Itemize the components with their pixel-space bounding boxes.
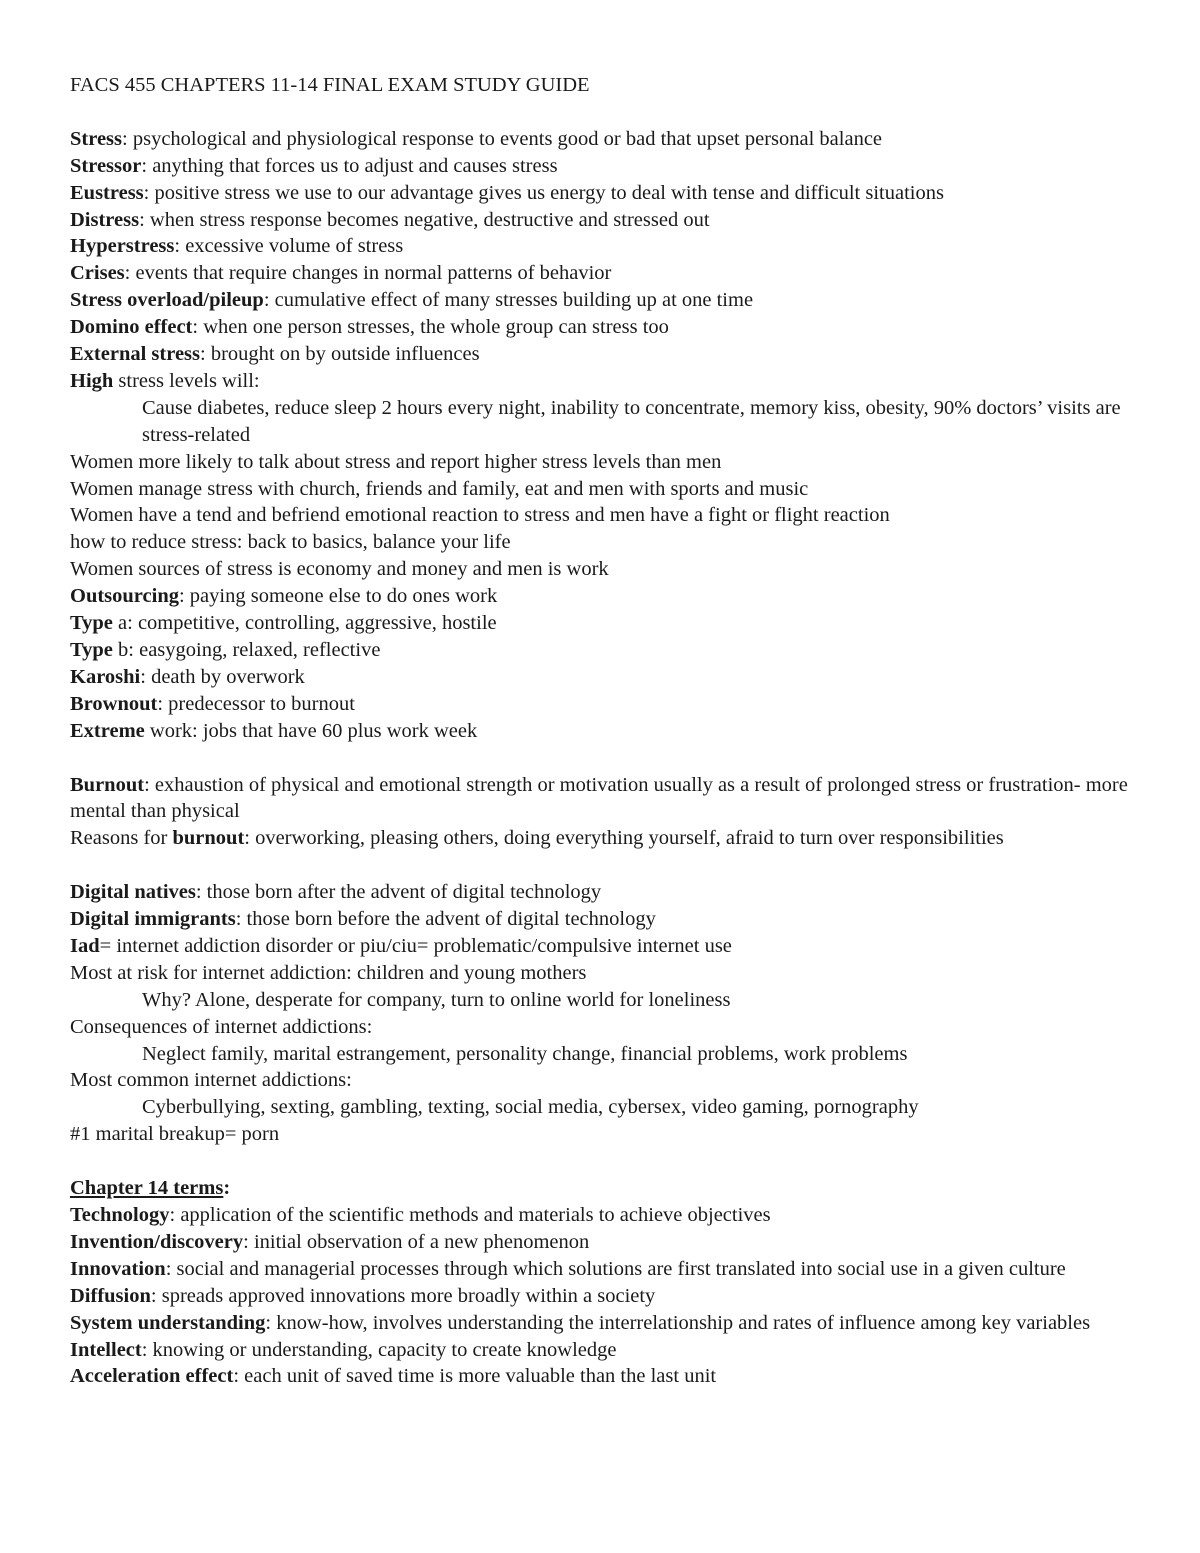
note-line: Women more likely to talk about stress and report higher stress levels than men — [70, 450, 722, 473]
term-definition: : those born after the advent of digital technology — [195, 881, 602, 904]
high-stress-effects: Cause diabetes, reduce sleep 2 hours every night, inability to concentrate, memory kiss, obesity, 90% doctors’ visits are stress-related — [142, 396, 1121, 446]
burnout-definition-line — [70, 772, 1150, 826]
term-name: Type — [70, 639, 113, 662]
term-definition: : excessive volume of stress — [174, 235, 404, 258]
term-line — [70, 610, 1150, 637]
term-definition: a: competitive, controlling, aggressive, hostile — [112, 612, 497, 635]
term-definition: = internet addiction disorder or piu/ciu= problematic/compulsive internet use — [99, 934, 732, 957]
term-definition: : knowing or understanding, capacity to create knowledge — [141, 1338, 617, 1361]
term-name: Karoshi — [70, 665, 141, 688]
term-line — [70, 126, 1150, 153]
term-line — [70, 691, 1150, 718]
term-line — [70, 233, 1150, 260]
term-name: Extreme — [70, 719, 145, 742]
section-heading-line — [70, 1175, 1150, 1202]
blank-line — [70, 852, 1150, 879]
term-definition: : exhaustion of physical and emotional strength or motivation usually as a result of prolonged stress or frustration- more mental than physical — [70, 773, 1128, 823]
term-definition: b: easygoing, relaxed, reflective — [112, 639, 381, 662]
term-line — [70, 637, 1150, 664]
term-name: Iad — [70, 934, 100, 957]
term-name: Crises — [70, 262, 125, 285]
term-definition: : paying someone else to do ones work — [178, 585, 498, 608]
blank-line — [70, 1148, 1150, 1175]
term-name: Stress overload/pileup — [70, 289, 264, 312]
term-name: Stress — [70, 127, 123, 150]
note-line: Why? Alone, desperate for company, turn to online world for loneliness — [142, 988, 731, 1011]
term-definition: : positive stress we use to our advantage gives us energy to deal with tense and difficult situations — [143, 181, 944, 204]
note-line: #1 marital breakup= porn — [70, 1123, 280, 1146]
term-name: Innovation — [70, 1257, 166, 1280]
term-line — [70, 1202, 1150, 1229]
term-line — [70, 207, 1150, 234]
term-line — [70, 153, 1150, 180]
term-name: System understanding — [70, 1311, 266, 1334]
note-line: Cyberbullying, sexting, gambling, texting, social media, cybersex, video gaming, pornography — [142, 1096, 919, 1119]
note-line: Most at risk for internet addiction: children and young mothers — [70, 961, 587, 984]
term-line — [70, 906, 1150, 933]
term-definition: : each unit of saved time is more valuable than the last unit — [233, 1365, 717, 1388]
term-name: Technology — [70, 1204, 170, 1226]
note-line: Consequences of internet addictions: — [70, 1015, 373, 1038]
reasons-prefix: Reasons for — [70, 827, 173, 850]
term-definition: : death by overwork — [140, 665, 305, 688]
term-name: Digital immigrants — [70, 908, 236, 931]
term-definition: : application of the scientific methods and materials to achieve objectives — [169, 1204, 771, 1226]
term-name: Burnout — [70, 773, 145, 796]
term-line — [70, 1363, 1150, 1390]
term-definition: : events that require changes in normal patterns of behavior — [124, 262, 612, 285]
document-title: FACS 455 CHAPTERS 11-14 FINAL EXAM STUDY GUIDE — [70, 74, 590, 96]
term-name: External stress — [70, 343, 201, 366]
term-name: burnout — [172, 827, 245, 850]
term-name: Distress — [70, 208, 140, 231]
note-line: Women manage stress with church, friends and family, eat and men with sports and music — [70, 477, 809, 500]
term-line — [70, 1283, 1150, 1310]
term-definition: : spreads approved innovations more broadly within a society — [150, 1284, 656, 1307]
term-name: Hyperstress — [70, 235, 175, 258]
term-line — [70, 180, 1150, 207]
term-line — [70, 260, 1150, 287]
term-name: Brownout — [70, 692, 158, 715]
term-line — [70, 718, 1150, 745]
term-line — [70, 1229, 1150, 1256]
term-name: Domino effect — [70, 316, 193, 339]
term-name: Digital natives — [70, 881, 196, 904]
term-name: Outsourcing — [70, 585, 179, 608]
note-line: Women sources of stress is economy and money and men is work — [70, 558, 609, 581]
term-line — [70, 583, 1150, 610]
section-heading: Chapter 14 terms — [70, 1177, 224, 1200]
term-name: Type — [70, 612, 113, 635]
term-definition: : initial observation of a new phenomenon — [243, 1230, 590, 1253]
term-line — [70, 1256, 1150, 1283]
term-definition: : cumulative effect of many stresses building up at one time — [263, 289, 754, 312]
term-name: Diffusion — [70, 1284, 151, 1307]
note-line: Most common internet addictions: — [70, 1069, 352, 1092]
term-line — [70, 1310, 1150, 1337]
study-guide-document — [70, 72, 1150, 1390]
term-name: Acceleration effect — [70, 1365, 234, 1388]
term-name: Invention/discovery — [70, 1230, 244, 1253]
term-definition: stress levels will: — [113, 369, 260, 392]
term-definition: : those born before the advent of digital technology — [235, 908, 656, 931]
heading-colon: : — [223, 1177, 231, 1200]
term-name: Eustress — [70, 181, 144, 204]
note-line: Neglect family, marital estrangement, personality change, financial problems, work problems — [142, 1042, 908, 1065]
term-name: Intellect — [70, 1338, 142, 1361]
term-line — [70, 933, 1150, 960]
term-line — [70, 879, 1150, 906]
blank-line — [70, 745, 1150, 772]
term-definition: : when stress response becomes negative, destructive and stressed out — [139, 208, 710, 231]
term-line — [70, 341, 1150, 368]
note-line: Women have a tend and befriend emotional reaction to stress and men have a fight or flight reaction — [70, 504, 890, 527]
term-definition: : when one person stresses, the whole group can stress too — [192, 316, 669, 339]
term-name: Stressor — [70, 154, 142, 177]
term-name: High — [70, 369, 114, 392]
term-line — [70, 1337, 1150, 1364]
term-line — [70, 287, 1150, 314]
term-definition: : overworking, pleasing others, doing everything yourself, afraid to turn over responsibilities — [244, 827, 1004, 850]
term-definition: : know-how, involves understanding the interrelationship and rates of influence among key variables — [265, 1311, 1091, 1334]
note-line: how to reduce stress: back to basics, balance your life — [70, 531, 511, 554]
term-definition: work: jobs that have 60 plus work week — [144, 719, 478, 742]
term-definition: : anything that forces us to adjust and causes stress — [141, 154, 558, 177]
term-definition: : psychological and physiological response to events good or bad that upset personal balance — [122, 127, 883, 150]
term-definition: : social and managerial processes through which solutions are first translated into social use in a given culture — [165, 1257, 1066, 1280]
term-line — [70, 314, 1150, 341]
burnout-reasons-line — [70, 825, 1150, 852]
term-definition: : predecessor to burnout — [157, 692, 355, 715]
term-line — [70, 368, 1150, 395]
term-definition: : brought on by outside influences — [200, 343, 480, 366]
term-line — [70, 664, 1150, 691]
